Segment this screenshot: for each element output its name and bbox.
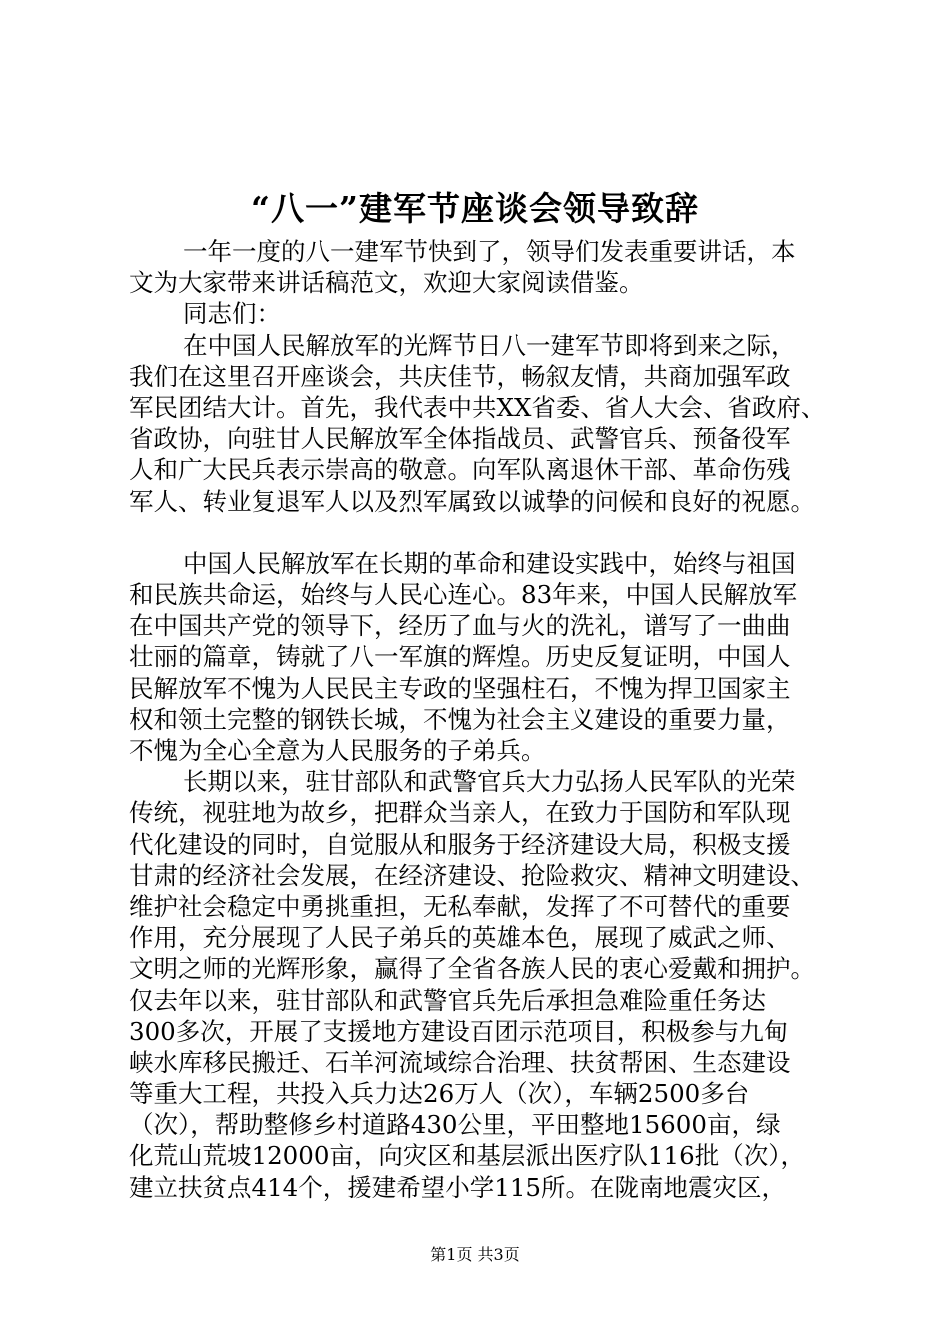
text-line: 我们在这里召开座谈会，共庆佳节，畅叙友情，共商加强军政 [129, 361, 791, 391]
text-line: 文明之师的光辉形象，赢得了全省各族人民的衷心爱戴和拥护。 [129, 954, 815, 984]
text-line: 等重大工程，共投入兵力达26万人（次），车辆2500多台 [129, 1079, 750, 1109]
text-line: 中国人民解放军在长期的革命和建设实践中，始终与祖国 [183, 548, 796, 578]
text-line: 传统，视驻地为故乡，把群众当亲人，在致力于国防和军队现 [129, 798, 791, 828]
text-line: 化荒山荒坡12000亩，向灾区和基层派出医疗队116批（次）， [129, 1141, 805, 1171]
text-line: 代化建设的同时，自觉服从和服务于经济建设大局，积极支援 [129, 829, 791, 859]
text-line: 壮丽的篇章，铸就了八一军旗的辉煌。历史反复证明，中国人 [129, 642, 791, 672]
text-line: 维护社会稳定中勇挑重担，无私奉献，发挥了不可替代的重要 [129, 891, 791, 921]
text-line: 民解放军不愧为人民民主专政的坚强柱石，不愧为捍卫国家主 [129, 673, 791, 703]
text-line: 300多次，开展了支援地方建设百团示范项目，积极参与九甸 [129, 1016, 789, 1046]
text-line: 甘肃的经济社会发展，在经济建设、抢险救灾、精神文明建设、 [129, 860, 815, 890]
text-line: 和民族共命运，始终与人民心连心。83年来，中国人民解放军 [129, 580, 798, 610]
text-line: 一年一度的八一建军节快到了，领导们发表重要讲话，本 [183, 237, 796, 266]
text-line: 仅去年以来，驻甘部队和武警官兵先后承担急难险重任务达 [129, 985, 766, 1015]
text-line: 军民团结大计。首先，我代表中共XX省委、省人大会、省政府、 [129, 392, 826, 422]
text-line: 人和广大民兵表示崇高的敬意。向军队离退休干部、革命伤残 [129, 455, 791, 485]
text-line: 在中国共产党的领导下，经历了血与火的洗礼，谱写了一曲曲 [129, 611, 791, 641]
text-line: 峡水库移民搬迁、石羊河流域综合治理、扶贫帮困、生态建设 [129, 1047, 791, 1077]
text-line: （次），帮助整修乡村道路430公里，平田整地15600亩，绿 [129, 1110, 781, 1140]
document-title: “八一”建军节座谈会领导致辞 [251, 189, 699, 228]
text-line: 长期以来，驻甘部队和武警官兵大力弘扬人民军队的光荣 [183, 767, 796, 797]
text-line: 不愧为全心全意为人民服务的子弟兵。 [129, 736, 546, 765]
text-line: 同志们： [183, 299, 281, 329]
blank-line [129, 517, 831, 548]
text-line: 权和领土完整的钢铁长城，不愧为社会主义建设的重要力量， [129, 704, 791, 734]
text-line: 建立扶贫点414个，援建希望小学115所。在陇南地震灾区， [129, 1172, 787, 1202]
document-body [129, 236, 831, 1203]
text-line: 作用，充分展现了人民子弟兵的英雄本色，展现了威武之师、 [129, 923, 791, 953]
text-line: 省政协，向驻甘人民解放军全体指战员、武警官兵、预备役军 [129, 424, 791, 454]
text-line: 在中国人民解放军的光辉节日八一建军节即将到来之际， [183, 330, 796, 360]
text-line: 文为大家带来讲话稿范文，欢迎大家阅读借鉴。 [129, 268, 644, 298]
text-line: 军人、转业复退军人以及烈军属致以诚挚的问候和良好的祝愿。 [129, 486, 815, 516]
page-footer: 第1页 共3页 [430, 1245, 520, 1264]
